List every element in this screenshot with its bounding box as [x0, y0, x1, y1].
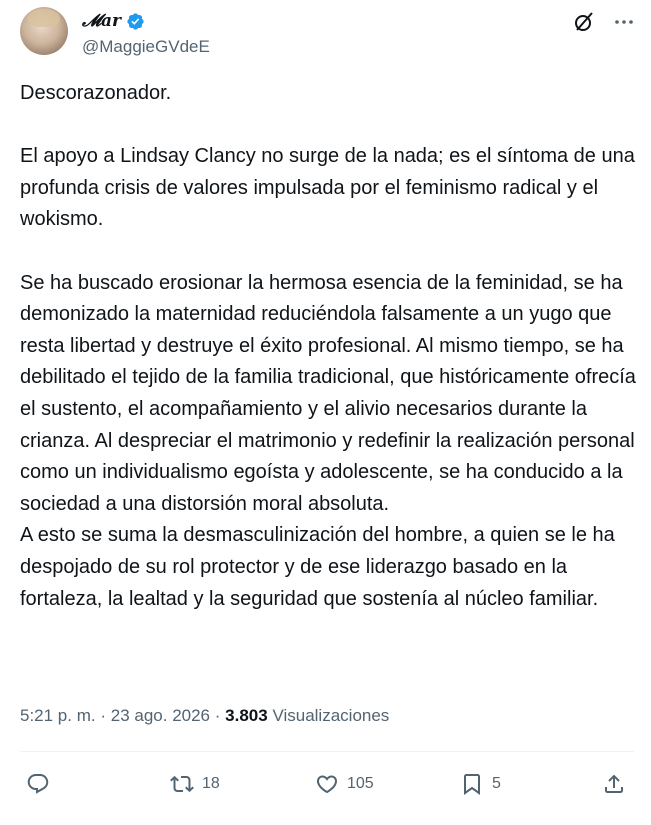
share-button[interactable] — [602, 764, 626, 804]
views-label: Visualizaciones — [272, 706, 390, 725]
avatar[interactable] — [20, 7, 68, 55]
tweet-text — [20, 78, 640, 615]
tweet-meta — [20, 706, 389, 726]
author-name-row — [82, 11, 145, 31]
reply-button[interactable] — [26, 764, 50, 804]
meta-separator: · — [214, 706, 221, 725]
reply-icon — [26, 772, 50, 796]
retweet-count: 18 — [202, 775, 220, 792]
tweet-time[interactable]: 5:21 p. m. — [20, 706, 96, 725]
more-dots-icon[interactable] — [612, 10, 636, 34]
author-display-name[interactable]: 𝓜ar — [82, 11, 122, 31]
meta-separator: · — [100, 706, 107, 725]
like-button[interactable] — [315, 764, 374, 804]
tweet-paragraph: A esto se suma la desmasculinización del hombre, a quien se le ha despojado de su rol protector y de ese liderazgo basado en la fortaleza, la lealtad y la seguridad que sostenía al núcleo familiar. — [20, 524, 615, 610]
retweet-icon — [170, 772, 194, 796]
action-bar — [20, 764, 634, 804]
tweet-paragraph: Descorazonador. — [20, 82, 172, 104]
heart-icon — [315, 772, 339, 796]
verified-badge-icon — [126, 12, 145, 31]
tweet-paragraph: Se ha buscado erosionar la hermosa esencia de la feminidad, se ha demonizado la maternidad reduciéndola falsamente a un yugo que resta libertad y destruye el éxito profesional. Al mismo tiempo, se ha debilitado el tejido de la familia tradicional, que históricamente ofrecía el sustento, el acompañamiento y el alivio necesarios durante la crianza. Al despreciar el matrimonio y redefinir la realización personal como un individualismo egoísta y adolescente, se ha conducido a la sociedad a una distorsión moral absoluta. — [20, 271, 636, 515]
tweet-date[interactable]: 23 ago. 2026 — [110, 706, 211, 725]
bookmark-icon — [460, 772, 484, 796]
tweet-paragraph: El apoyo a Lindsay Clancy no surge de la nada; es el síntoma de una profunda crisis de valores impulsada por el feminismo radical y el wokismo. — [20, 145, 635, 231]
bookmark-button[interactable] — [460, 764, 501, 804]
bookmark-count: 5 — [492, 775, 501, 792]
share-icon — [602, 772, 626, 796]
grok-icon[interactable] — [572, 10, 596, 34]
retweet-button[interactable] — [170, 764, 220, 804]
like-count: 105 — [347, 775, 374, 792]
author-handle[interactable]: @MaggieGVdeE — [82, 37, 210, 56]
views-count: 3.803 — [225, 706, 268, 725]
divider — [20, 751, 634, 752]
tweet-header — [20, 4, 640, 64]
